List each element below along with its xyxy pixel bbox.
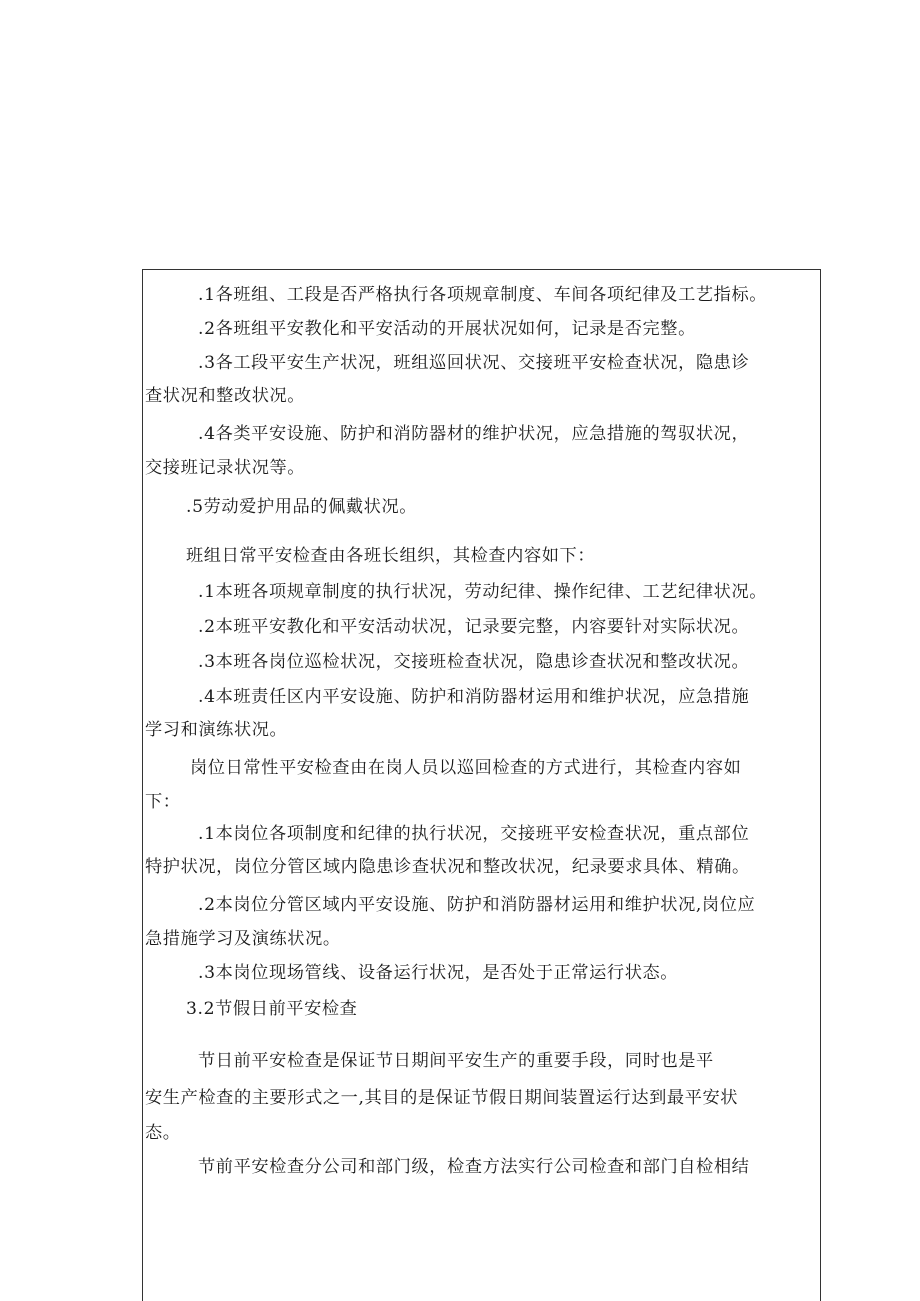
text-line: .3本班各岗位巡检状况，交接班检查状况，隐患诊查状况和整改状况。 [198,652,750,672]
text-line: .1本班各项规章制度的执行状况，劳动纪律、操作纪律、工艺纪律状况。 [198,582,768,602]
text-line: .4各类平安设施、防护和消防器材的维护状况，应急措施的驾驭状况， [198,424,750,444]
text-line: .2各班组平安教化和平安活动的开展状况如何，记录是否完整。 [198,319,696,339]
text-line: .3本岗位现场管线、设备运行状况，是否处于正常运行状态。 [198,963,679,983]
text-line: .1本岗位各项制度和纪律的执行状况，交接班平安检查状况，重点部位 [198,824,750,844]
text-line: 急措施学习及演练状况。 [145,929,341,949]
text-line: .1各班组、工段是否严格执行各项规章制度、车间各项纪律及工艺指标。 [198,285,768,305]
text-line: 特护状况，岗位分管区域内隐患诊查状况和整改状况，纪录要求具体、精确。 [145,857,750,877]
text-line: 岗位日常性平安检查由在岗人员以巡回检查的方式进行，其检查内容如 [190,758,742,778]
text-line: 学习和演练状况。 [145,720,288,740]
text-line: 安生产检查的主要形式之一,其目的是保证节假日期间装置运行达到最平安状 [145,1088,739,1108]
text-line: 态。 [145,1123,181,1143]
text-line: .2本班平安教化和平安活动状况，记录要完整，内容要针对实际状况。 [198,617,750,637]
text-line: 节前平安检查分公司和部门级，检查方法实行公司检查和部门自检相结 [198,1157,750,1177]
text-line: 查状况和整改状况。 [145,386,306,406]
text-line: .5劳动爱护用品的佩戴状况。 [186,497,418,517]
section-heading: 3.2节假日前平安检查 [186,999,358,1019]
text-line: .2本岗位分管区域内平安设施、防护和消防器材运用和维护状况,岗位应 [198,895,756,915]
text-line: 节日前平安检查是保证节日期间平安生产的重要手段，同时也是平 [198,1051,714,1071]
text-line: 交接班记录状况等。 [145,458,306,478]
text-line: .3各工段平安生产状况，班组巡回状况、交接班平安检查状况，隐患诊 [198,353,750,373]
text-line: .4本班责任区内平安设施、防护和消防器材运用和维护状况，应急措施 [198,687,750,707]
text-line: 班组日常平安检查由各班长组织，其检查内容如下： [186,546,596,566]
text-line: 下： [145,792,181,812]
